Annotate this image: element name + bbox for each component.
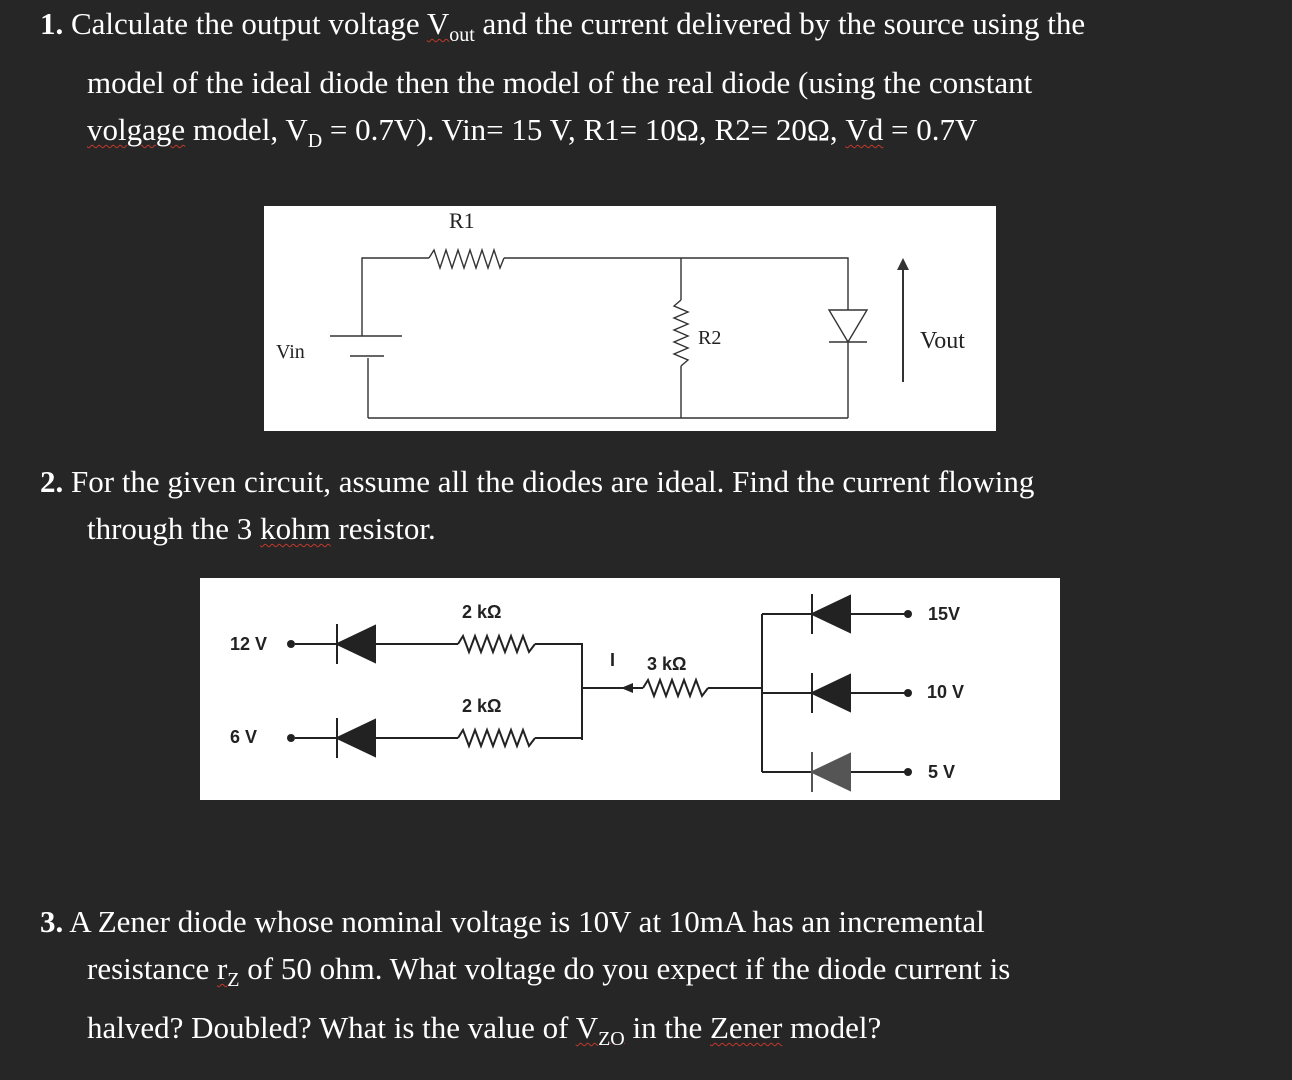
r2-label: R2 bbox=[698, 327, 722, 349]
q3-text: A Zener diode whose nominal voltage is 10V at 10mA has an incremental bbox=[69, 904, 985, 939]
circuit-1-figure bbox=[264, 206, 996, 431]
label-6v: 6 V bbox=[230, 727, 258, 747]
q1-line-3 bbox=[40, 106, 1260, 165]
r1-label: R1 bbox=[449, 208, 475, 233]
question-1 bbox=[40, 0, 1260, 165]
q1-number: 1. bbox=[40, 6, 64, 41]
q1-text-5: = 0.7V bbox=[883, 112, 978, 148]
q1-vd: Vd bbox=[845, 112, 884, 148]
q2-text-2: through the 3 bbox=[87, 511, 261, 546]
q3-text-6: model? bbox=[782, 1010, 882, 1046]
q3-number: 3. bbox=[40, 904, 64, 939]
current-arrow bbox=[621, 683, 633, 693]
vout-label: Vout bbox=[920, 328, 965, 354]
circuit-1-diagram bbox=[264, 206, 996, 431]
q1-misspelled-word: volgage bbox=[87, 112, 186, 148]
q2-text: For the given circuit, assume all the diodes are ideal. Find the current flowing bbox=[71, 464, 1035, 499]
q2-kohm: kohm bbox=[260, 511, 331, 546]
label-r-bot: 2 kΩ bbox=[462, 696, 502, 716]
q3-vzo bbox=[575, 1010, 625, 1051]
diode-5v bbox=[812, 754, 850, 790]
q3-line-2 bbox=[40, 945, 1260, 1004]
circuit-1-battery bbox=[330, 336, 402, 356]
q1-line-2: model of the ideal diode then the model of the real diode (using the constant bbox=[87, 65, 1033, 101]
q3-r: r bbox=[216, 951, 228, 986]
label-5v: 5 V bbox=[928, 762, 956, 782]
diode-15v bbox=[812, 596, 850, 632]
diode-10v bbox=[812, 675, 850, 711]
diode-6v bbox=[337, 720, 375, 756]
q1-text-3: model, V bbox=[185, 112, 308, 148]
diode-12v bbox=[337, 626, 375, 662]
circuit-1-wires bbox=[362, 250, 848, 418]
vout-arrow bbox=[897, 258, 909, 382]
q1-v-sub: out bbox=[449, 24, 475, 47]
circuit-2-figure bbox=[200, 578, 1060, 800]
q3-text-3: of 50 ohm. What voltage do you expect if the diode current is bbox=[239, 951, 1011, 986]
label-r-top: 2 kΩ bbox=[462, 602, 502, 622]
q3-text-5: in the bbox=[624, 1010, 710, 1046]
q3-rz bbox=[216, 951, 240, 992]
label-r-mid: 3 kΩ bbox=[647, 654, 687, 674]
q3-v-sub: ZO bbox=[598, 1028, 625, 1051]
q1-text-2: and the current delivered by the source using the bbox=[474, 6, 1086, 41]
question-2 bbox=[40, 458, 1260, 552]
q3-zener: Zener bbox=[710, 1010, 783, 1046]
q2-line-1 bbox=[40, 458, 1260, 505]
circuit-1-diode bbox=[829, 300, 867, 342]
q3-text-2: resistance bbox=[87, 951, 217, 986]
q2-number: 2. bbox=[40, 464, 64, 499]
q3-text-4: halved? Doubled? What is the value of bbox=[87, 1010, 576, 1046]
q1-vd-sub: D bbox=[307, 130, 323, 153]
q3-r-sub: Z bbox=[227, 969, 240, 992]
vin-label: Vin bbox=[276, 341, 305, 363]
question-3 bbox=[40, 898, 1260, 1063]
q1-vout bbox=[426, 6, 475, 47]
label-15v: 15V bbox=[928, 604, 961, 624]
q2-text-3: resistor. bbox=[330, 511, 436, 546]
label-current: I bbox=[610, 650, 616, 670]
q3-line-3 bbox=[40, 1004, 1260, 1063]
q3-v: V bbox=[575, 1010, 599, 1046]
label-10v: 10 V bbox=[927, 682, 965, 702]
q1-text-4: = 0.7V). Vin= 15 V, R1= 10Ω, R2= 20Ω, bbox=[322, 112, 846, 148]
circuit-2-diagram bbox=[200, 578, 1060, 800]
label-12v: 12 V bbox=[230, 634, 268, 654]
q1-line-1 bbox=[40, 0, 1260, 59]
q3-line-1 bbox=[40, 898, 1260, 945]
q2-line-2 bbox=[40, 505, 1260, 552]
q1-v: V bbox=[426, 6, 450, 41]
q1-text: Calculate the output voltage bbox=[71, 6, 427, 41]
